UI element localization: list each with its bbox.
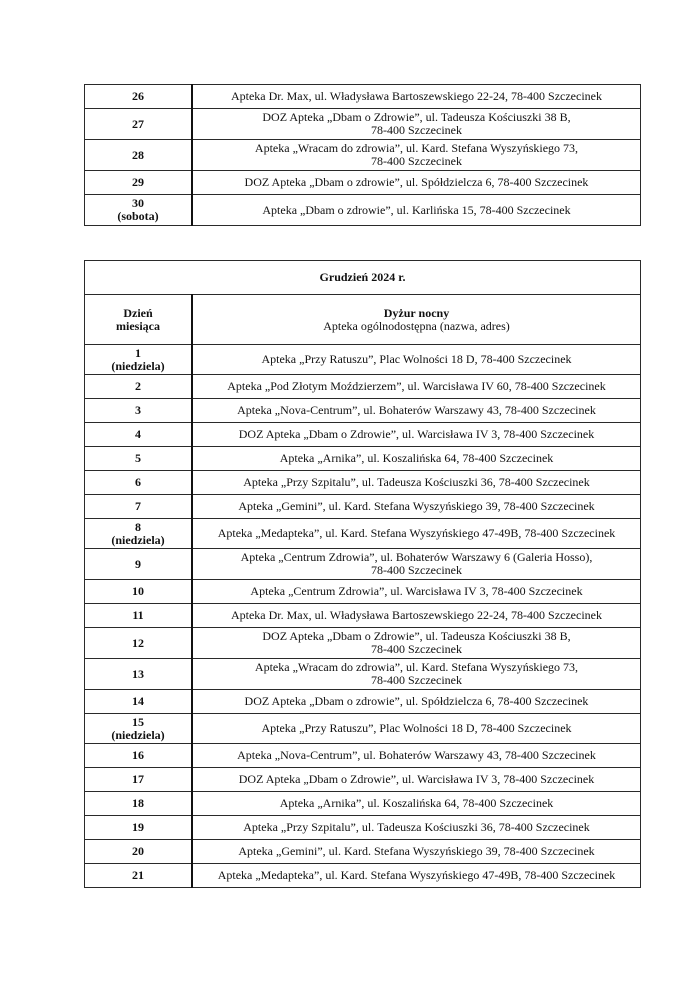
pharmacy-text: DOZ Apteka „Dbam o zdrowie”, ul. Spółdzielcza 6, 78-400 Szczecinek <box>244 694 589 708</box>
day-cell <box>85 345 193 375</box>
header-duty-title: Dyżur nocny <box>383 305 450 320</box>
pharmacy-cell <box>192 864 641 888</box>
day-number: 14 <box>132 694 144 708</box>
table-row <box>85 744 641 768</box>
day-number: 11 <box>132 608 144 622</box>
pharmacy-cell <box>192 549 641 580</box>
day-cell <box>85 171 193 195</box>
pharmacy-text: Apteka „Centrum Zdrowia”, ul. Warcisława IV 3, 78-400 Szczecinek <box>250 584 583 598</box>
table-row <box>85 792 641 816</box>
pharmacy-cell <box>192 628 641 659</box>
table-row <box>85 109 641 140</box>
table-row <box>85 580 641 604</box>
header-duty-cell <box>192 295 641 345</box>
day-cell <box>85 495 193 519</box>
pharmacy-cell <box>192 423 641 447</box>
day-weekday: (sobota) <box>117 209 159 223</box>
table-row <box>85 375 641 399</box>
pharmacy-text: Apteka „Centrum Zdrowia”, ul. Bohaterów Warszawy 6 (Galeria Hosso), <box>240 550 593 564</box>
day-number: 26 <box>132 89 144 103</box>
pharmacy-cell <box>192 604 641 628</box>
header-day-cell <box>85 295 193 345</box>
pharmacy-cell <box>192 519 641 549</box>
pharmacy-text: DOZ Apteka „Dbam o Zdrowie”, ul. Tadeusza Kościuszki 38 B, <box>262 110 571 124</box>
pharmacy-text: DOZ Apteka „Dbam o Zdrowie”, ul. Warcisława IV 3, 78-400 Szczecinek <box>238 427 595 441</box>
pharmacy-text: Apteka „Pod Złotym Moździerzem”, ul. Warcisława IV 60, 78-400 Szczecinek <box>227 379 606 393</box>
pharmacy-cell <box>192 659 641 690</box>
header-day-label: Dzień <box>123 305 153 320</box>
day-cell <box>85 423 193 447</box>
table-row <box>85 171 641 195</box>
table-row <box>85 85 641 109</box>
pharmacy-text: Apteka „Nova-Centrum”, ul. Bohaterów Warszawy 43, 78-400 Szczecinek <box>237 403 596 417</box>
pharmacy-text: Apteka „Arnika”, ul. Koszalińska 64, 78-400 Szczecinek <box>279 451 554 465</box>
day-number: 29 <box>132 175 144 189</box>
day-number: 13 <box>132 666 144 681</box>
table-row <box>85 816 641 840</box>
day-cell <box>85 580 193 604</box>
duty-table-previous-month <box>84 84 641 226</box>
day-cell <box>85 840 193 864</box>
pharmacy-text: DOZ Apteka „Dbam o Zdrowie”, ul. Warcisława IV 3, 78-400 Szczecinek <box>238 772 595 786</box>
table-row <box>85 768 641 792</box>
pharmacy-cell <box>192 792 641 816</box>
pharmacy-cell <box>192 495 641 519</box>
pharmacy-cell <box>192 375 641 399</box>
pharmacy-text: Apteka „Medapteka”, ul. Kard. Stefana Wyszyńskiego 47-49B, 78-400 Szczecinek <box>217 526 616 540</box>
pharmacy-cell <box>192 690 641 714</box>
pharmacy-cell <box>192 85 641 109</box>
table-header-row <box>85 295 641 345</box>
pharmacy-text: Apteka „Przy Ratuszu”, Plac Wolności 18 D, 78-400 Szczecinek <box>261 352 572 366</box>
pharmacy-cell <box>192 580 641 604</box>
day-number: 28 <box>132 147 144 162</box>
header-day-label: miesiąca <box>116 318 160 333</box>
day-number: 19 <box>132 820 144 834</box>
day-cell <box>85 628 193 659</box>
pharmacy-text: 78-400 Szczecinek <box>371 123 462 137</box>
table-row <box>85 714 641 744</box>
pharmacy-cell <box>192 714 641 744</box>
duty-table-december <box>84 260 641 888</box>
day-number: 2 <box>135 379 141 393</box>
pharmacy-text: Apteka „Medapteka”, ul. Kard. Stefana Wyszyńskiego 47-49B, 78-400 Szczecinek <box>217 868 616 882</box>
pharmacy-text: Apteka „Przy Szpitalu”, ul. Tadeusza Kościuszki 36, 78-400 Szczecinek <box>243 820 590 834</box>
pharmacy-text: Apteka Dr. Max, ul. Władysława Bartoszewskiego 22-24, 78-400 Szczecinek <box>230 608 602 622</box>
table-row <box>85 195 641 226</box>
table-row <box>85 140 641 171</box>
table-row <box>85 345 641 375</box>
day-number: 21 <box>132 868 144 882</box>
pharmacy-cell <box>192 171 641 195</box>
pharmacy-cell <box>192 399 641 423</box>
pharmacy-text: Apteka „Arnika”, ul. Koszalińska 64, 78-400 Szczecinek <box>279 796 554 810</box>
pharmacy-text: Apteka „Przy Ratuszu”, Plac Wolności 18 D, 78-400 Szczecinek <box>261 721 572 735</box>
table-row <box>85 840 641 864</box>
table-row <box>85 423 641 447</box>
day-cell <box>85 447 193 471</box>
day-number: 7 <box>135 499 141 513</box>
day-weekday: (niedziela) <box>111 532 165 547</box>
pharmacy-text: Apteka Dr. Max, ul. Władysława Bartoszewskiego 22-24, 78-400 Szczecinek <box>230 89 602 103</box>
pharmacy-text: DOZ Apteka „Dbam o zdrowie”, ul. Spółdzielcza 6, 78-400 Szczecinek <box>244 175 589 189</box>
day-cell <box>85 85 193 109</box>
day-number: 20 <box>132 844 144 858</box>
table-row <box>85 447 641 471</box>
table-title-row <box>85 261 641 295</box>
table-row <box>85 399 641 423</box>
day-cell <box>85 399 193 423</box>
table-row <box>85 471 641 495</box>
pharmacy-cell <box>192 816 641 840</box>
day-cell <box>85 195 193 226</box>
day-number: 8 <box>135 519 141 534</box>
table-row <box>85 604 641 628</box>
day-number: 10 <box>132 584 144 598</box>
day-number: 17 <box>132 772 144 786</box>
pharmacy-cell <box>192 447 641 471</box>
day-cell <box>85 471 193 495</box>
day-cell <box>85 714 193 744</box>
pharmacy-cell <box>192 744 641 768</box>
day-weekday: (niedziela) <box>111 358 165 373</box>
day-cell <box>85 744 193 768</box>
day-number: 12 <box>132 635 144 650</box>
table-row <box>85 495 641 519</box>
day-weekday: (niedziela) <box>111 727 165 742</box>
pharmacy-text: 78-400 Szczecinek <box>371 642 462 656</box>
pharmacy-text: Apteka „Gemini”, ul. Kard. Stefana Wyszyńskiego 39, 78-400 Szczecinek <box>238 499 595 513</box>
day-cell <box>85 864 193 888</box>
day-cell <box>85 659 193 690</box>
pharmacy-text: Apteka „Nova-Centrum”, ul. Bohaterów Warszawy 43, 78-400 Szczecinek <box>237 748 596 762</box>
pharmacy-cell <box>192 768 641 792</box>
header-duty-subtitle: Apteka ogólnodostępna (nazwa, adres) <box>323 318 510 333</box>
day-number: 30 <box>132 196 144 210</box>
pharmacy-cell <box>192 345 641 375</box>
day-cell <box>85 519 193 549</box>
pharmacy-cell <box>192 840 641 864</box>
pharmacy-text: 78-400 Szczecinek <box>371 563 462 577</box>
pharmacy-cell <box>192 109 641 140</box>
day-number: 3 <box>135 403 141 417</box>
pharmacy-cell <box>192 140 641 171</box>
pharmacy-text: Apteka „Dbam o zdrowie”, ul. Karlińska 15, 78-400 Szczecinek <box>262 202 571 217</box>
day-number: 6 <box>135 475 141 489</box>
table-row <box>85 690 641 714</box>
duty-table-body <box>85 261 641 888</box>
day-number: 1 <box>135 345 141 360</box>
pharmacy-text: 78-400 Szczecinek <box>371 673 462 687</box>
pharmacy-text: DOZ Apteka „Dbam o Zdrowie”, ul. Tadeusza Kościuszki 38 B, <box>262 629 571 643</box>
pharmacy-text: Apteka „Gemini”, ul. Kard. Stefana Wyszyńskiego 39, 78-400 Szczecinek <box>238 844 595 858</box>
table-row <box>85 864 641 888</box>
day-number: 5 <box>135 451 141 465</box>
day-cell <box>85 768 193 792</box>
table-title: Grudzień 2024 r. <box>85 261 641 295</box>
day-cell <box>85 140 193 171</box>
pharmacy-text: Apteka „Wracam do zdrowia”, ul. Kard. Stefana Wyszyńskiego 73, <box>254 660 579 674</box>
pharmacy-text: 78-400 Szczecinek <box>371 154 462 168</box>
day-number: 9 <box>135 556 141 571</box>
table-row <box>85 659 641 690</box>
pharmacy-text: Apteka „Wracam do zdrowia”, ul. Kard. Stefana Wyszyńskiego 73, <box>254 141 579 155</box>
pharmacy-cell <box>192 195 641 226</box>
day-cell <box>85 604 193 628</box>
table-row <box>85 549 641 580</box>
day-number: 27 <box>132 116 144 131</box>
day-cell <box>85 690 193 714</box>
day-cell <box>85 109 193 140</box>
duty-table-body <box>85 85 641 226</box>
day-cell <box>85 792 193 816</box>
day-number: 18 <box>132 796 144 810</box>
day-cell <box>85 375 193 399</box>
day-number: 16 <box>132 748 144 762</box>
day-number: 15 <box>132 714 144 729</box>
pharmacy-text: Apteka „Przy Szpitalu”, ul. Tadeusza Kościuszki 36, 78-400 Szczecinek <box>243 475 590 489</box>
day-cell <box>85 549 193 580</box>
table-row <box>85 519 641 549</box>
pharmacy-cell <box>192 471 641 495</box>
table-row <box>85 628 641 659</box>
day-number: 4 <box>135 427 141 441</box>
day-cell <box>85 816 193 840</box>
